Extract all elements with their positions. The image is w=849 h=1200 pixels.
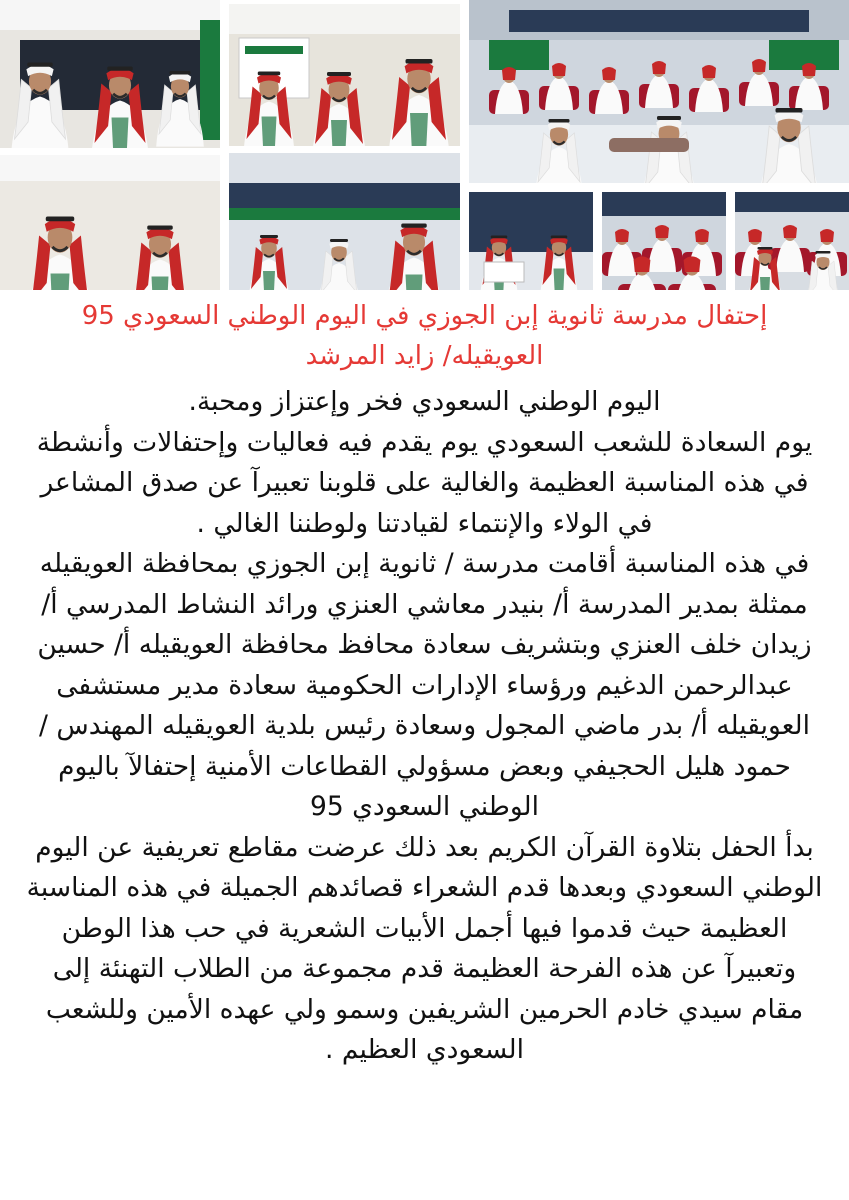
body-paragraph: بدأ الحفل بتلاوة القرآن الكريم بعد ذلك عرضت مقاطع تعريفية عن اليوم الوطني السعودي وبعدها قدم الشعراء قصائدهم الجميلة في هذه المناسبة العظيمة حيث قدموا فيها أجمل الأبيات الشعرية في حب هذا الوطن وتعبيرآ عن هذه الفرحة العظيمة قدم مجموعة من الطلاب التهنئة إلى مقام سيدي خادم الحرمين الشريفين وسمو ولي عهده الأمين وللشعب السعودي العظيم . [26, 831, 823, 1065]
photo-podium-speakers [469, 192, 593, 290]
photo-stage-guests [229, 153, 460, 290]
photo-guests-row [735, 192, 849, 290]
article-title-line-1: إحتفال مدرسة ثانوية إبن الجوزي في اليوم الوطني السعودي 95 [81, 301, 768, 331]
photo-three-guests [229, 4, 460, 146]
photo-hall-audience [469, 0, 849, 183]
body-paragraph: اليوم الوطني السعودي فخر وإعتزاز ومحبة. [188, 386, 661, 417]
article-body [24, 382, 825, 1071]
article-byline: العويقيله/ زايد المرشد [305, 341, 544, 371]
photo-seated-audience [602, 192, 726, 290]
photo-two-men [0, 155, 220, 290]
body-paragraph: في هذه المناسبة أقامت مدرسة / ثانوية إبن الجوزي بمحافظة العويقيله ممثلة بمدير المدرسة أ/ بنيدر معاشي العنزي ورائد النشاط المدرسي أ/ زيدان خلف العنزي وبتشريف سعادة محافظ محافظة العويقيله أ/ حسين عبدالرحمن الدغيم ورؤساء الإدارات الحكومية سعادة مدير مستشفى العويقيله أ/ بدر ماضي المجول وسعادة رئيس بلدية العويقيله المهندس / حمود هليل الحجيفي وبعض مسؤولي القطاعات الأمنية إحتفالآ باليوم الوطني السعودي 95 [37, 548, 812, 822]
body-paragraph: يوم السعادة للشعب السعودي يوم يقدم فيه فعاليات وإحتفالات وأنشطة في هذه المناسبة العظيمة والغالية على قلوبنا تعبيرآ عن صدق المشاعر في الولاء والإنتماء لقيادتنا ولوطننا الغالي . [36, 426, 813, 539]
photo-officials-posing [0, 0, 220, 148]
